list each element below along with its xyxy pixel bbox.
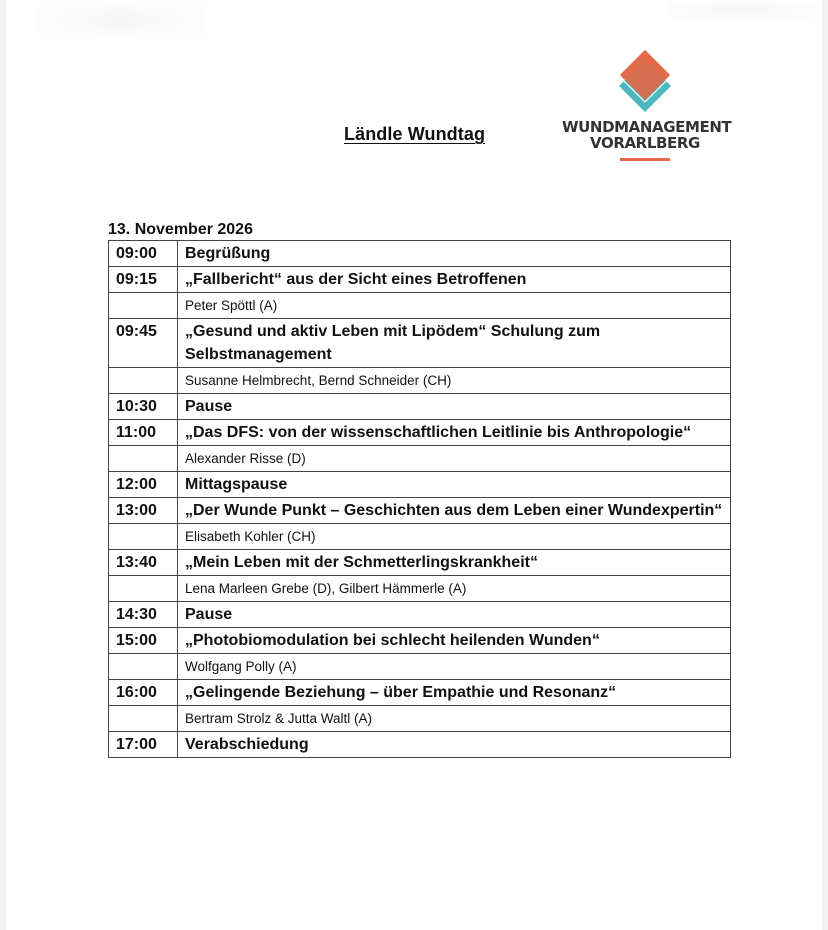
schedule-row (109, 498, 731, 524)
empty-cell (109, 654, 178, 680)
schedule-speaker: Peter Spöttl (A) (178, 293, 731, 319)
schedule-speaker: Susanne Helmbrecht, Bernd Schneider (CH) (178, 368, 731, 394)
schedule-time: 12:00 (109, 472, 178, 498)
schedule-title: Pause (178, 394, 731, 420)
empty-cell (109, 576, 178, 602)
schedule-speaker: Lena Marleen Grebe (D), Gilbert Hämmerle (A) (178, 576, 731, 602)
schedule-time: 09:00 (109, 241, 178, 267)
schedule-time: 09:45 (109, 319, 178, 368)
schedule-speaker: Wolfgang Polly (A) (178, 654, 731, 680)
schedule-title: „Photobiomodulation bei schlecht heilenden Wunden“ (178, 628, 731, 654)
speaker-row (109, 654, 731, 680)
logo-diamond-icon (562, 48, 728, 118)
schedule-row (109, 267, 731, 293)
wundmanagement-logo (562, 48, 732, 166)
schedule-row (109, 550, 731, 576)
speaker-row (109, 576, 731, 602)
schedule-title: „Das DFS: von der wissenschaftlichen Leitlinie bis Anthropologie“ (178, 420, 731, 446)
schedule-title: „Fallbericht“ aus der Sicht eines Betroffenen (178, 267, 731, 293)
schedule-title: „Der Wunde Punkt – Geschichten aus dem Leben einer Wundexpertin“ (178, 498, 731, 524)
schedule-time: 13:00 (109, 498, 178, 524)
document-page (6, 0, 822, 930)
schedule-row (109, 319, 731, 368)
schedule-time: 15:00 (109, 628, 178, 654)
logo-text-line2: VORARLBERG (590, 134, 700, 152)
schedule-time: 10:30 (109, 394, 178, 420)
schedule-title: Begrüßung (178, 241, 731, 267)
schedule-table (108, 240, 731, 758)
speaker-row (109, 446, 731, 472)
schedule-speaker: Bertram Strolz & Jutta Waltl (A) (178, 706, 731, 732)
speaker-row (109, 524, 731, 550)
page-shadow (36, 0, 206, 40)
schedule-row (109, 602, 731, 628)
schedule-row (109, 394, 731, 420)
logo-text-line1: WUNDMANAGEMENT (562, 118, 732, 136)
schedule-title: „Gelingende Beziehung – über Empathie und Resonanz“ (178, 680, 731, 706)
schedule-speaker: Elisabeth Kohler (CH) (178, 524, 731, 550)
schedule-row (109, 420, 731, 446)
speaker-row (109, 368, 731, 394)
page-shadow (666, 0, 816, 20)
schedule-row (109, 680, 731, 706)
logo-underline (620, 158, 670, 161)
empty-cell (109, 706, 178, 732)
schedule-row (109, 472, 731, 498)
speaker-row (109, 706, 731, 732)
schedule-time: 09:15 (109, 267, 178, 293)
schedule-time: 17:00 (109, 732, 178, 758)
empty-cell (109, 446, 178, 472)
schedule-row (109, 732, 731, 758)
schedule-time: 13:40 (109, 550, 178, 576)
empty-cell (109, 524, 178, 550)
empty-cell (109, 293, 178, 319)
speaker-row (109, 293, 731, 319)
schedule-row (109, 628, 731, 654)
schedule-title: Pause (178, 602, 731, 628)
empty-cell (109, 368, 178, 394)
event-date: 13. November 2026 (108, 221, 253, 238)
schedule-title: Mittagspause (178, 472, 731, 498)
schedule-title: Verabschiedung (178, 732, 731, 758)
schedule-title: „Mein Leben mit der Schmetterlingskrankheit“ (178, 550, 731, 576)
schedule-time: 16:00 (109, 680, 178, 706)
schedule-time: 11:00 (109, 420, 178, 446)
schedule-speaker: Alexander Risse (D) (178, 446, 731, 472)
page-title: Ländle Wundtag (344, 124, 486, 144)
schedule-title: „Gesund und aktiv Leben mit Lipödem“ Schulung zum Selbstmanagement (178, 319, 731, 368)
schedule-time: 14:30 (109, 602, 178, 628)
schedule-row (109, 241, 731, 267)
